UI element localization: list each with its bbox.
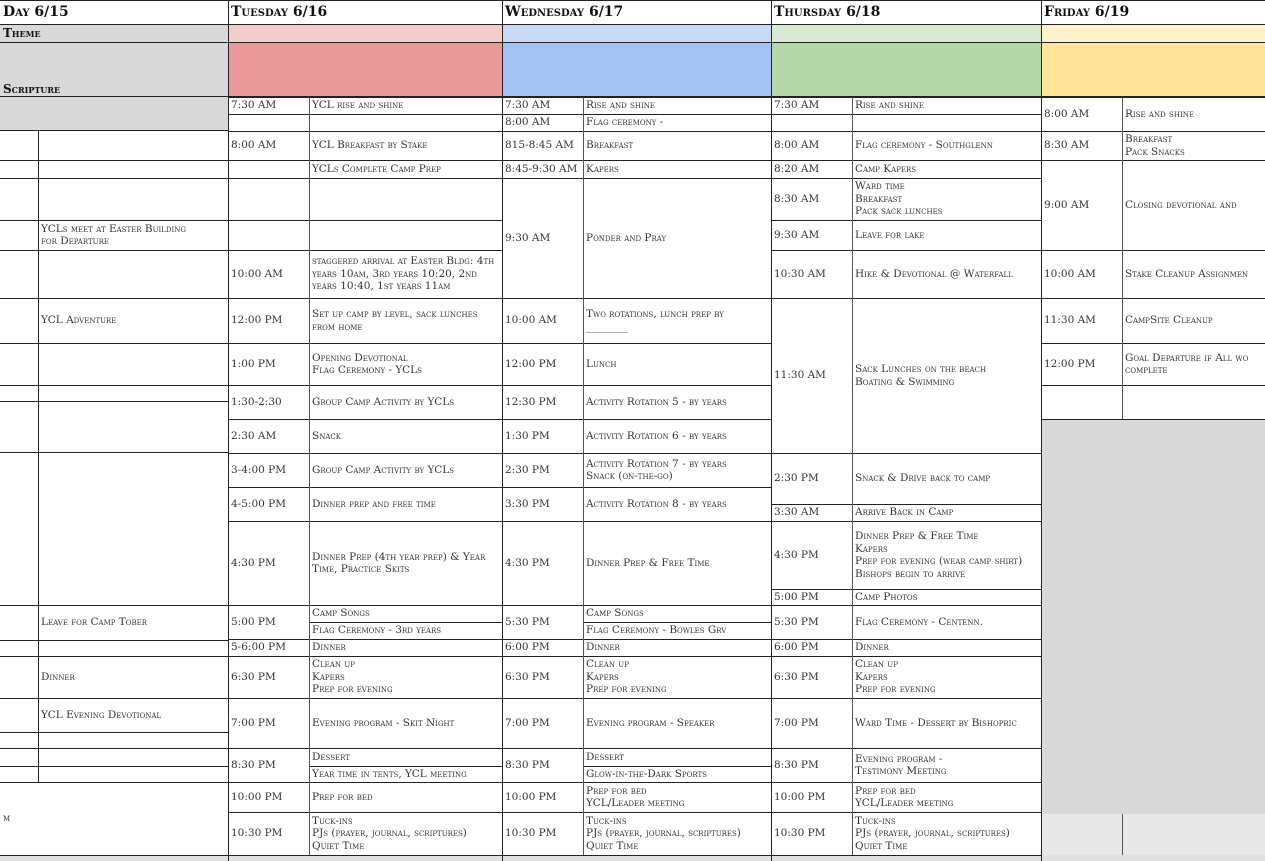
wednesday-time[interactable]: 9:30 AM	[505, 231, 551, 244]
grid-line	[771, 131, 1041, 132]
thursday-time[interactable]: 3:30 AM	[774, 506, 820, 519]
tuesday-activity[interactable]: Camp Songs	[312, 607, 370, 620]
thursday-time[interactable]: 4:30 PM	[774, 548, 819, 561]
grid-line	[771, 782, 1041, 783]
tuesday-time[interactable]: 6:30 PM	[231, 670, 276, 683]
grid-line	[228, 748, 502, 749]
thursday-scripture-fill	[771, 43, 1041, 96]
grid-line	[771, 178, 1041, 179]
grid-line	[502, 855, 771, 856]
grid-line	[228, 782, 502, 783]
tuesday-activity[interactable]: Group Camp Activity by YCLs	[312, 463, 454, 476]
grid-line	[502, 487, 771, 488]
wednesday-time[interactable]: 10:00 AM	[505, 314, 557, 327]
tuesday-activity[interactable]: Dinner	[312, 641, 346, 654]
grid-line	[228, 298, 502, 299]
friday-activity[interactable]: CampSite Cleanup	[1125, 314, 1213, 327]
wednesday-time[interactable]: 815-8:45 AM	[505, 139, 574, 152]
wednesday-time[interactable]: 3:30 PM	[505, 497, 550, 510]
thursday-time[interactable]: 8:20 AM	[774, 162, 820, 175]
grid-line	[771, 250, 1041, 251]
grid-line	[771, 97, 1041, 98]
grid-line	[0, 130, 228, 131]
grid-line	[228, 698, 502, 699]
wednesday-activity[interactable]: Kapers	[586, 162, 619, 175]
wednesday-activity[interactable]: Activity Rotation 6 - by years	[586, 429, 727, 442]
grid-line	[0, 656, 228, 657]
wednesday-activity[interactable]: Tuck-ins PJs (prayer, journal, scriptures) Quiet Time	[586, 814, 741, 852]
tuesday-activity[interactable]: staggered arrival at Easter Bldg: 4th years 10am, 3rd years 10:20, 2nd years 10:40, 1st years 11am	[312, 255, 495, 293]
thursday-time[interactable]: 8:00 AM	[774, 139, 820, 152]
friday-time[interactable]: 8:30 AM	[1044, 139, 1090, 152]
thursday-activity[interactable]: Ward Time - Dessert by Bishopric	[855, 716, 1017, 729]
friday-time[interactable]: 12:00 PM	[1044, 357, 1096, 370]
thursday-activity[interactable]: Flag ceremony - Southglenn	[855, 139, 993, 152]
wednesday-activity[interactable]: Prep for bed YCL/Leader meeting	[586, 784, 685, 809]
header-wednesday[interactable]: Wednesday 6/17	[505, 4, 624, 21]
grid-line	[502, 453, 771, 454]
monday-activity[interactable]: YCLs meet at Easter Building for Departure	[41, 222, 186, 247]
grid-line	[502, 748, 771, 749]
grid-line	[502, 160, 771, 161]
grid-line	[309, 97, 310, 855]
wednesday-activity[interactable]: Ponder and Pray	[586, 231, 667, 244]
friday-activity[interactable]: Goal Departure if All wo complete	[1125, 351, 1249, 376]
grid-line	[502, 656, 771, 657]
thursday-activity[interactable]: Snack & Drive back to camp	[855, 472, 991, 485]
grid-line	[1041, 419, 1265, 420]
thursday-activity[interactable]: Hike & Devotional @ Waterfall	[855, 267, 1013, 280]
grid-line	[502, 178, 771, 179]
grid-line	[1041, 160, 1265, 161]
friday-activity[interactable]: Breakfast Pack Snacks	[1125, 133, 1185, 158]
grid-line	[1041, 385, 1265, 386]
grid-line	[502, 385, 771, 386]
grid-line	[0, 42, 1265, 43]
grid-line	[0, 640, 228, 641]
thursday-activity[interactable]: Camp Kapers	[855, 162, 917, 175]
friday-time[interactable]: 8:00 AM	[1044, 107, 1090, 120]
grid-line	[228, 855, 502, 856]
grid-line	[502, 343, 771, 344]
grid-line	[228, 605, 502, 606]
tuesday-activity[interactable]: Evening program - Skit Night	[312, 716, 455, 729]
wednesday-activity[interactable]: Dinner Prep & Free Time	[586, 556, 710, 569]
grid-line	[771, 605, 1041, 606]
grid-line	[771, 589, 1041, 590]
header-thursday[interactable]: Thursday 6/18	[774, 4, 881, 21]
tuesday-time[interactable]: 10:30 PM	[231, 827, 283, 840]
wednesday-scripture-fill	[502, 43, 771, 96]
grid-line	[0, 401, 228, 402]
thursday-activity[interactable]: Ward time Breakfast Pack sack lunches	[855, 180, 943, 218]
tuesday-activity[interactable]: Year time in tents, YCL meeting	[312, 767, 467, 780]
grid-line	[0, 24, 1265, 25]
grid-line	[228, 419, 502, 420]
grid-line	[502, 419, 771, 420]
thursday-activity[interactable]: Camp Photos	[855, 590, 918, 603]
header-friday[interactable]: Friday 6/19	[1044, 4, 1130, 21]
grid-line	[228, 656, 502, 657]
wednesday-activity[interactable]: Activity Rotation 8 - by years	[586, 497, 727, 510]
tuesday-activity[interactable]: Tuck-ins PJs (prayer, journal, scriptures) Quiet Time	[312, 814, 467, 852]
grid-line	[309, 622, 502, 623]
tuesday-time[interactable]: 2:30 AM	[231, 429, 277, 442]
grid-line	[583, 97, 584, 855]
grid-line	[228, 114, 502, 115]
grid-line	[228, 343, 502, 344]
grid-line	[228, 812, 502, 813]
thursday-activity[interactable]: Rise and shine	[855, 99, 924, 112]
grid-line	[771, 521, 1041, 522]
thursday-time[interactable]: 11:30 AM	[774, 369, 826, 382]
grid-line	[38, 130, 39, 782]
thursday-activity[interactable]: Arrive Back in Camp	[855, 506, 954, 519]
tuesday-time[interactable]: 7:00 PM	[231, 716, 276, 729]
grid-line	[502, 605, 771, 606]
grid-line	[0, 452, 228, 453]
tuesday-activity[interactable]: Flag Ceremony - 3rd years	[312, 624, 442, 637]
grid-line	[583, 766, 771, 767]
grid-line	[0, 343, 228, 344]
thursday-activity[interactable]: Sack Lunches on the beach Boating & Swimming	[855, 363, 987, 388]
thursday-theme-fill	[771, 24, 1041, 42]
grid-line	[771, 656, 1041, 657]
thursday-time[interactable]: 10:30 PM	[774, 827, 826, 840]
friday-time[interactable]: 10:00 AM	[1044, 267, 1096, 280]
theme-label[interactable]: Theme	[3, 26, 41, 41]
tuesday-time[interactable]: 12:00 PM	[231, 314, 283, 327]
thursday-time[interactable]: 6:00 PM	[774, 641, 819, 654]
thursday-activity[interactable]: Tuck-ins PJs (prayer, journal, scriptures) Quiet Time	[855, 814, 1010, 852]
grid-line	[0, 766, 228, 767]
thursday-time[interactable]: 7:00 PM	[774, 716, 819, 729]
grid-line	[771, 160, 1041, 161]
grid-line	[0, 782, 228, 783]
thursday-time[interactable]: 5:00 PM	[774, 590, 819, 603]
wednesday-activity[interactable]: Rise and shine	[586, 99, 655, 112]
wednesday-activity[interactable]: Flag ceremony -	[586, 116, 664, 129]
tuesday-activity[interactable]: Prep for bed	[312, 790, 373, 803]
grid-line	[771, 812, 1041, 813]
wednesday-time[interactable]: 5:30 PM	[505, 615, 550, 628]
grid-line	[228, 220, 502, 221]
grid-line	[0, 298, 228, 299]
grid-line	[228, 250, 502, 251]
tuesday-time[interactable]: 4-5:00 PM	[231, 497, 286, 510]
tuesday-time[interactable]: 3-4:00 PM	[231, 463, 286, 476]
grid-line	[502, 812, 771, 813]
wednesday-activity[interactable]: Dinner	[586, 641, 620, 654]
grid-line	[771, 639, 1041, 640]
tuesday-activity[interactable]: Snack	[312, 429, 341, 442]
grid-line	[1041, 250, 1265, 251]
wednesday-time[interactable]: 4:30 PM	[505, 556, 550, 569]
grid-line	[228, 453, 502, 454]
wednesday-activity[interactable]: Lunch	[586, 357, 617, 370]
header-monday[interactable]: Day 6/15	[3, 4, 69, 21]
grid-line	[852, 97, 853, 855]
tuesday-time[interactable]: 4:30 PM	[231, 556, 276, 569]
monday-activity[interactable]: Dinner	[41, 670, 75, 683]
wednesday-activity[interactable]: Evening program - Speaker	[586, 716, 715, 729]
grid-line	[771, 453, 1041, 454]
tuesday-activity[interactable]: Opening Devotional Flag Ceremony - YCLs	[312, 351, 422, 376]
grid-line	[502, 131, 771, 132]
grid-line	[771, 698, 1041, 699]
grid-line	[1041, 343, 1265, 344]
wednesday-time[interactable]: 7:00 PM	[505, 716, 550, 729]
wednesday-activity[interactable]: Flag Ceremony - Bowles Grv	[586, 624, 727, 637]
grid-line	[771, 114, 1041, 115]
grid-line	[771, 855, 1041, 856]
grid-line	[0, 855, 228, 856]
grid-line	[771, 0, 772, 861]
thursday-time[interactable]: 10:00 PM	[774, 790, 826, 803]
grid-line	[0, 385, 228, 386]
grid-line	[1122, 814, 1123, 855]
tuesday-time[interactable]: 5-6:00 PM	[231, 641, 286, 654]
tuesday-activity[interactable]: Group Camp Activity by YCLs	[312, 395, 454, 408]
tuesday-activity[interactable]: YCL rise and shine	[312, 99, 404, 112]
grid-line	[228, 178, 502, 179]
grid-line	[228, 487, 502, 488]
grid-line	[771, 504, 1041, 505]
monday-activity[interactable]: YCL Adventure	[41, 314, 117, 327]
grid-line	[771, 298, 1041, 299]
wednesday-time[interactable]: 7:30 AM	[505, 99, 551, 112]
grid-line	[502, 97, 771, 98]
tuesday-activity[interactable]: Clean up Kapers Prep for evening	[312, 658, 393, 696]
friday-scripture-fill	[1041, 43, 1265, 96]
grid-line	[0, 748, 228, 749]
tuesday-activity[interactable]: YCLs Complete Camp Prep	[312, 162, 441, 175]
grid-line	[502, 639, 771, 640]
thursday-activity[interactable]: Flag Ceremony - Centenn.	[855, 615, 983, 628]
grid-line	[502, 0, 503, 861]
thursday-time[interactable]: 6:30 PM	[774, 670, 819, 683]
grid-line	[1122, 97, 1123, 419]
wednesday-activity[interactable]: Activity Rotation 7 - by years Snack (on-the-go)	[586, 457, 727, 482]
monday-activity[interactable]: YCL Evening Devotional	[41, 708, 162, 721]
grid-line	[1041, 0, 1042, 861]
wednesday-time[interactable]: 8:00 AM	[505, 116, 551, 129]
tuesday-activity[interactable]: Set up camp by level, sack lunches from home	[312, 308, 478, 333]
tuesday-time[interactable]: 7:30 AM	[231, 99, 277, 112]
friday-theme-fill	[1041, 24, 1265, 42]
thursday-activity[interactable]: Evening program - Testimony Meeting	[855, 752, 947, 777]
monday-cell[interactable]: m	[3, 812, 11, 825]
grid-line	[1041, 298, 1265, 299]
grid-line	[0, 732, 228, 733]
grid-line	[502, 782, 771, 783]
friday-activity[interactable]: Closing devotional and	[1125, 198, 1237, 211]
tuesday-time[interactable]: 8:00 AM	[231, 139, 277, 152]
tuesday-time[interactable]: 10:00 PM	[231, 790, 283, 803]
wednesday-time[interactable]: 1:30 PM	[505, 429, 550, 442]
wednesday-activity[interactable]: Activity Rotation 5 - by years	[586, 395, 727, 408]
wednesday-time[interactable]: 8:45-9:30 AM	[505, 162, 578, 175]
tuesday-scripture-fill	[228, 43, 502, 96]
grid-line	[502, 698, 771, 699]
tuesday-time[interactable]: 1:00 PM	[231, 357, 276, 370]
wednesday-activity[interactable]: Camp Songs	[586, 607, 644, 620]
grid-line	[0, 160, 228, 161]
wednesday-activity[interactable]: Dessert	[586, 750, 624, 763]
wednesday-time[interactable]: 12:00 PM	[505, 357, 557, 370]
tuesday-time[interactable]: 10:00 AM	[231, 267, 283, 280]
grid-line	[228, 0, 229, 861]
thursday-time[interactable]: 9:30 AM	[774, 228, 820, 241]
grid-line	[0, 605, 228, 606]
grid-line	[228, 97, 502, 98]
scripture-label[interactable]: Scripture	[3, 81, 61, 96]
grid-line	[0, 96, 1265, 97]
wednesday-activity[interactable]: Clean up Kapers Prep for evening	[586, 658, 667, 696]
wednesday-activity[interactable]: Breakfast	[586, 139, 634, 152]
tuesday-time[interactable]: 8:30 PM	[231, 758, 276, 771]
wednesday-time[interactable]: 10:00 PM	[505, 790, 557, 803]
friday-time[interactable]: 9:00 AM	[1044, 198, 1090, 211]
thursday-activity[interactable]: Dinner	[855, 641, 889, 654]
wednesday-activity[interactable]: Glow-in-the-Dark Sports	[586, 767, 707, 780]
wednesday-time[interactable]: 6:00 PM	[505, 641, 550, 654]
wednesday-time[interactable]: 8:30 PM	[505, 758, 550, 771]
header-tuesday[interactable]: Tuesday 6/16	[231, 4, 328, 21]
grid-line	[228, 385, 502, 386]
grid-line	[228, 131, 502, 132]
grid-line	[502, 298, 771, 299]
grid-line	[0, 250, 228, 251]
grid-line	[771, 748, 1041, 749]
grid-line	[0, 698, 228, 699]
thursday-time[interactable]: 8:30 AM	[774, 192, 820, 205]
grid-line	[228, 160, 502, 161]
friday-activity[interactable]: Rise and shine	[1125, 107, 1194, 120]
tuesday-activity[interactable]: YCL Breakfast by Stake	[312, 139, 428, 152]
thursday-activity[interactable]: Dinner Prep & Free Time Kapers Prep for evening (wear camp shirt) Bishops begin to arrive	[855, 530, 1023, 580]
thursday-activity[interactable]: Prep for bed YCL/Leader meeting	[855, 784, 954, 809]
wednesday-theme-fill	[502, 24, 771, 42]
tuesday-activity[interactable]: Dinner Prep (4th year prep) & Year Time, Practice Skits	[312, 550, 486, 575]
grid-line	[1041, 131, 1265, 132]
thursday-activity[interactable]: Leave for lake	[855, 228, 925, 241]
friday-activity[interactable]: Stake Cleanup Assignmen	[1125, 267, 1249, 280]
grid-line	[502, 114, 771, 115]
friday-bottom-fill	[1041, 814, 1265, 861]
friday-time[interactable]: 11:30 AM	[1044, 314, 1096, 327]
wednesday-time[interactable]: 6:30 PM	[505, 670, 550, 683]
tuesday-time[interactable]: 1:30-2:30	[231, 395, 282, 408]
wednesday-time[interactable]: 12:30 PM	[505, 395, 557, 408]
thursday-activity[interactable]: Clean up Kapers Prep for evening	[855, 658, 936, 696]
tuesday-activity[interactable]: Dinner prep and free time	[312, 497, 436, 510]
grid-line	[583, 622, 771, 623]
wednesday-time[interactable]: 2:30 PM	[505, 463, 550, 476]
tuesday-activity[interactable]: Dessert	[312, 750, 350, 763]
wednesday-activity[interactable]: Two rotations, lunch prep by ________	[586, 308, 724, 333]
thursday-time[interactable]: 2:30 PM	[774, 472, 819, 485]
grid-line	[0, 0, 1265, 1]
thursday-time[interactable]: 7:30 AM	[774, 99, 820, 112]
monday-activity[interactable]: Leave for Camp Tober	[41, 616, 148, 629]
grid-line	[0, 178, 228, 179]
tuesday-time[interactable]: 5:00 PM	[231, 615, 276, 628]
wednesday-time[interactable]: 10:30 PM	[505, 827, 557, 840]
thursday-time[interactable]: 5:30 PM	[774, 615, 819, 628]
grid-line	[771, 220, 1041, 221]
thursday-time[interactable]: 8:30 PM	[774, 758, 819, 771]
grid-line	[309, 766, 502, 767]
friday-empty-fill	[1041, 419, 1265, 814]
thursday-time[interactable]: 10:30 AM	[774, 267, 826, 280]
monday-first-fill	[0, 97, 228, 130]
grid-line	[502, 521, 771, 522]
grid-line	[228, 521, 502, 522]
tuesday-theme-fill	[228, 24, 502, 42]
grid-line	[228, 639, 502, 640]
grid-line	[1041, 97, 1265, 98]
grid-line	[0, 220, 228, 221]
